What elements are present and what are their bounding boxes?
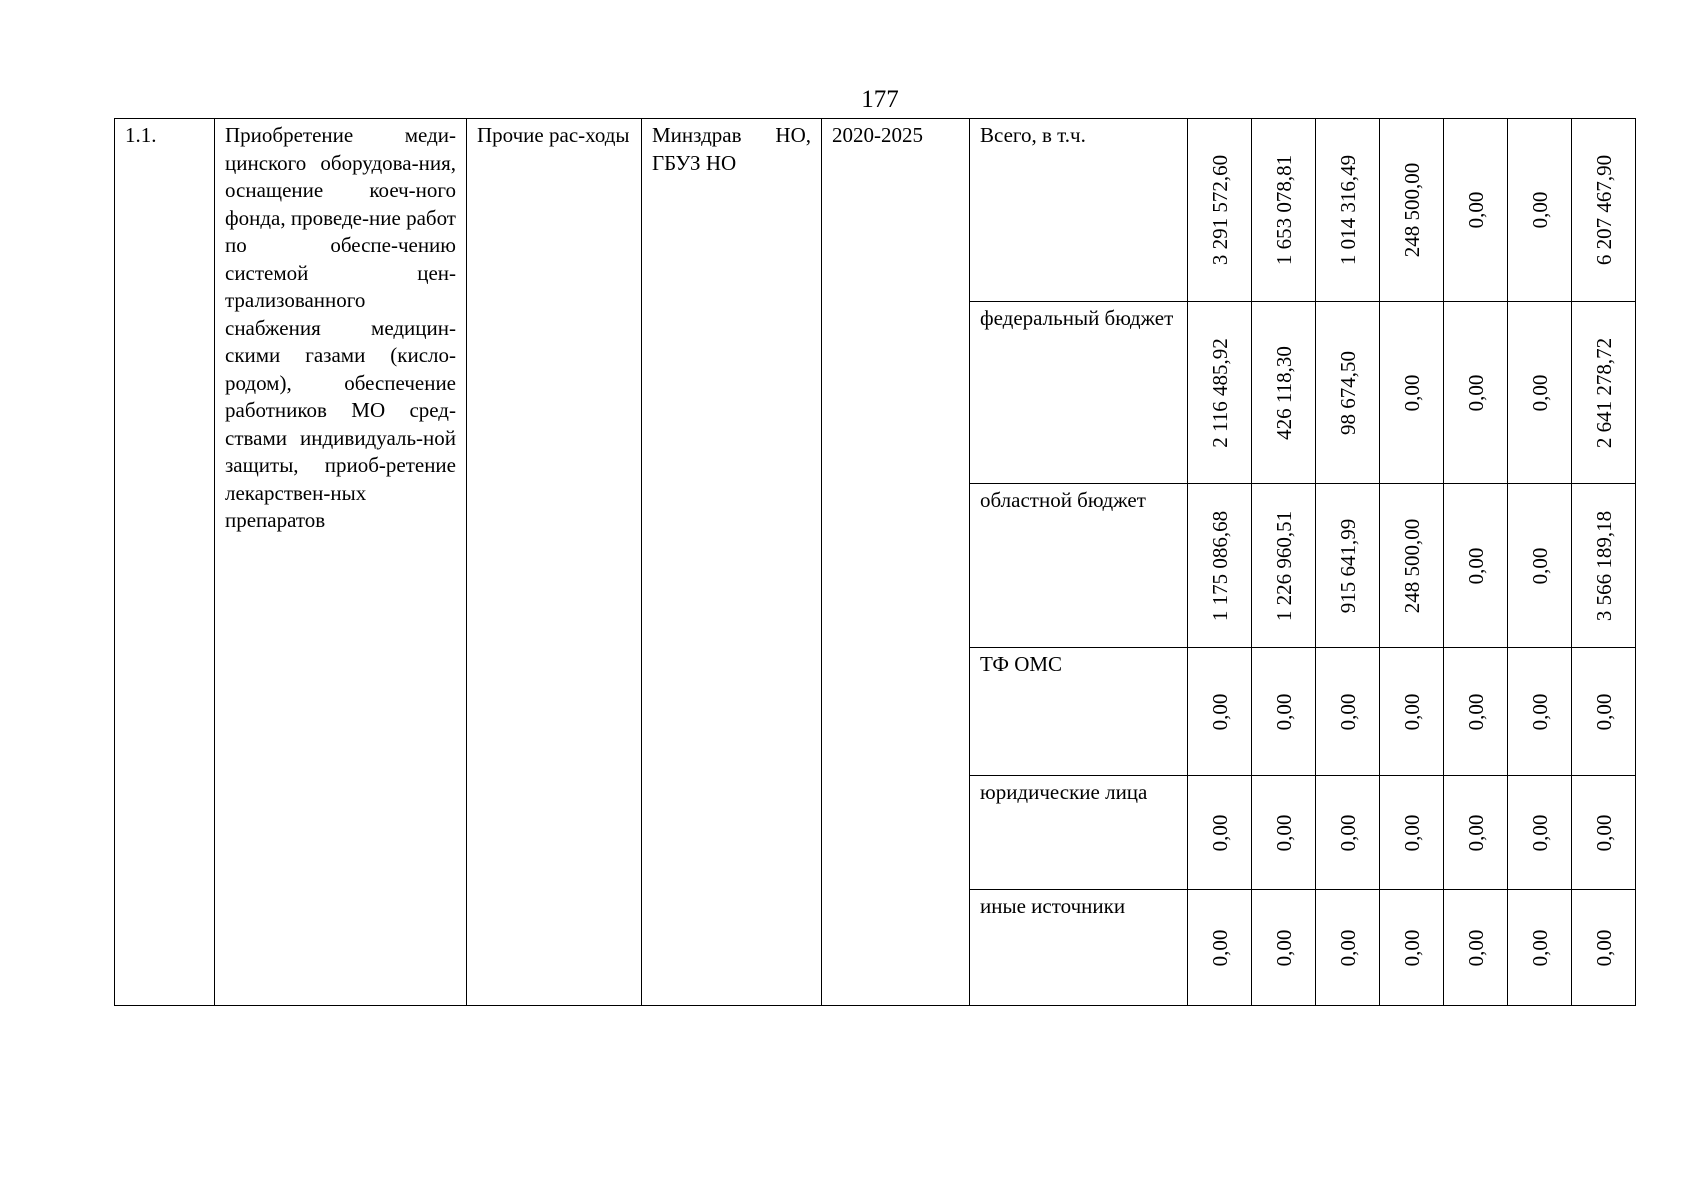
- value-text: 0,00: [1271, 693, 1296, 730]
- value-cell: [1380, 776, 1444, 890]
- source-label: иные источники: [970, 890, 1188, 1006]
- value-cell: [1508, 648, 1572, 776]
- value-cell: [1188, 648, 1252, 776]
- value-text: 0,00: [1399, 814, 1424, 851]
- value-cell: [1572, 776, 1636, 890]
- value-text: 1 226 960,51: [1271, 510, 1296, 621]
- value-text: 0,00: [1463, 929, 1488, 966]
- value-cell: [1252, 302, 1316, 484]
- value-text: 0,00: [1527, 374, 1552, 411]
- value-cell: [1188, 776, 1252, 890]
- value-text: 0,00: [1207, 693, 1232, 730]
- value-text: 3 566 189,18: [1591, 510, 1616, 621]
- source-label: федеральный бюджет: [970, 302, 1188, 484]
- value-cell: [1380, 302, 1444, 484]
- value-cell: [1444, 776, 1508, 890]
- value-text: 0,00: [1591, 693, 1616, 730]
- value-text: 2 116 485,92: [1207, 337, 1232, 448]
- value-text: 0,00: [1527, 814, 1552, 851]
- value-cell: [1188, 302, 1252, 484]
- value-text: 0,00: [1399, 374, 1424, 411]
- value-text: 0,00: [1591, 929, 1616, 966]
- value-cell: [1252, 648, 1316, 776]
- value-text: 0,00: [1463, 547, 1488, 584]
- value-cell: [1444, 302, 1508, 484]
- value-cell: [1188, 890, 1252, 1006]
- value-cell: [1572, 648, 1636, 776]
- value-text: 0,00: [1591, 814, 1616, 851]
- value-cell: [1316, 119, 1380, 302]
- value-text: 0,00: [1527, 929, 1552, 966]
- value-cell: [1188, 484, 1252, 648]
- value-cell: [1444, 119, 1508, 302]
- value-cell: [1508, 119, 1572, 302]
- value-text: 0,00: [1527, 693, 1552, 730]
- source-label: юридические лица: [970, 776, 1188, 890]
- row-number: 1.1.: [115, 119, 215, 1006]
- value-cell: [1508, 302, 1572, 484]
- value-cell: [1444, 890, 1508, 1006]
- value-cell: [1188, 119, 1252, 302]
- value-text: 0,00: [1463, 374, 1488, 411]
- value-cell: [1316, 890, 1380, 1006]
- source-label: ТФ ОМС: [970, 648, 1188, 776]
- value-text: 98 674,50: [1335, 350, 1360, 435]
- value-cell: [1252, 119, 1316, 302]
- source-label: Всего, в т.ч.: [970, 119, 1188, 302]
- value-text: 2 641 278,72: [1591, 337, 1616, 448]
- value-text: 0,00: [1463, 191, 1488, 229]
- value-cell: [1572, 890, 1636, 1006]
- value-text: 3 291 572,60: [1207, 154, 1232, 266]
- value-cell: [1380, 890, 1444, 1006]
- executor: Минздрав НО, ГБУЗ НО: [642, 119, 822, 1006]
- value-cell: [1380, 484, 1444, 648]
- value-cell: [1508, 484, 1572, 648]
- value-text: 0,00: [1271, 929, 1296, 966]
- value-text: 0,00: [1271, 814, 1296, 851]
- value-cell: [1444, 648, 1508, 776]
- value-text: 0,00: [1399, 693, 1424, 730]
- value-text: 248 500,00: [1399, 162, 1424, 258]
- value-cell: [1252, 890, 1316, 1006]
- value-text: 0,00: [1527, 547, 1552, 584]
- value-cell: [1316, 776, 1380, 890]
- value-cell: [1444, 484, 1508, 648]
- value-text: 0,00: [1335, 814, 1360, 851]
- value-text: 0,00: [1463, 693, 1488, 730]
- value-cell: [1252, 484, 1316, 648]
- page-number: 177: [861, 86, 899, 113]
- source-label: областной бюджет: [970, 484, 1188, 648]
- value-cell: [1572, 484, 1636, 648]
- value-cell: [1252, 776, 1316, 890]
- value-cell: [1572, 119, 1636, 302]
- value-text: 0,00: [1335, 929, 1360, 966]
- expense-type: Прочие рас-ходы: [467, 119, 642, 1006]
- value-text: 0,00: [1207, 929, 1232, 966]
- value-text: 6 207 467,90: [1591, 154, 1616, 266]
- value-text: 248 500,00: [1399, 518, 1424, 613]
- period: 2020-2025: [822, 119, 970, 1006]
- value-text: 0,00: [1463, 814, 1488, 851]
- measure-name: Приобретение меди-цинского оборудова-ния, оснащение коеч-ного фонда, проведе-ние работ по обеспе-чению системой цен-трализованного снабжения медицин-скими газами (кисло-родом), обеспечение работников МО сред-ствами индивидуаль-ной защиты, приоб-ретение лекарствен-ных препаратов: [215, 119, 467, 1006]
- value-text: 0,00: [1335, 693, 1360, 730]
- value-text: 1 014 316,49: [1335, 154, 1360, 266]
- value-cell: [1508, 776, 1572, 890]
- value-cell: [1316, 648, 1380, 776]
- value-text: 0,00: [1207, 814, 1232, 851]
- value-text: 915 641,99: [1335, 518, 1360, 613]
- value-text: 1 653 078,81: [1271, 154, 1296, 266]
- value-cell: [1572, 302, 1636, 484]
- table-row: [115, 119, 1636, 302]
- value-cell: [1508, 890, 1572, 1006]
- value-text: 426 118,30: [1271, 345, 1296, 440]
- value-cell: [1316, 484, 1380, 648]
- budget-table: [114, 118, 1636, 1006]
- value-cell: [1380, 119, 1444, 302]
- value-text: 0,00: [1399, 929, 1424, 966]
- value-cell: [1380, 648, 1444, 776]
- value-text: 0,00: [1527, 191, 1552, 229]
- value-cell: [1316, 302, 1380, 484]
- value-text: 1 175 086,68: [1207, 510, 1232, 621]
